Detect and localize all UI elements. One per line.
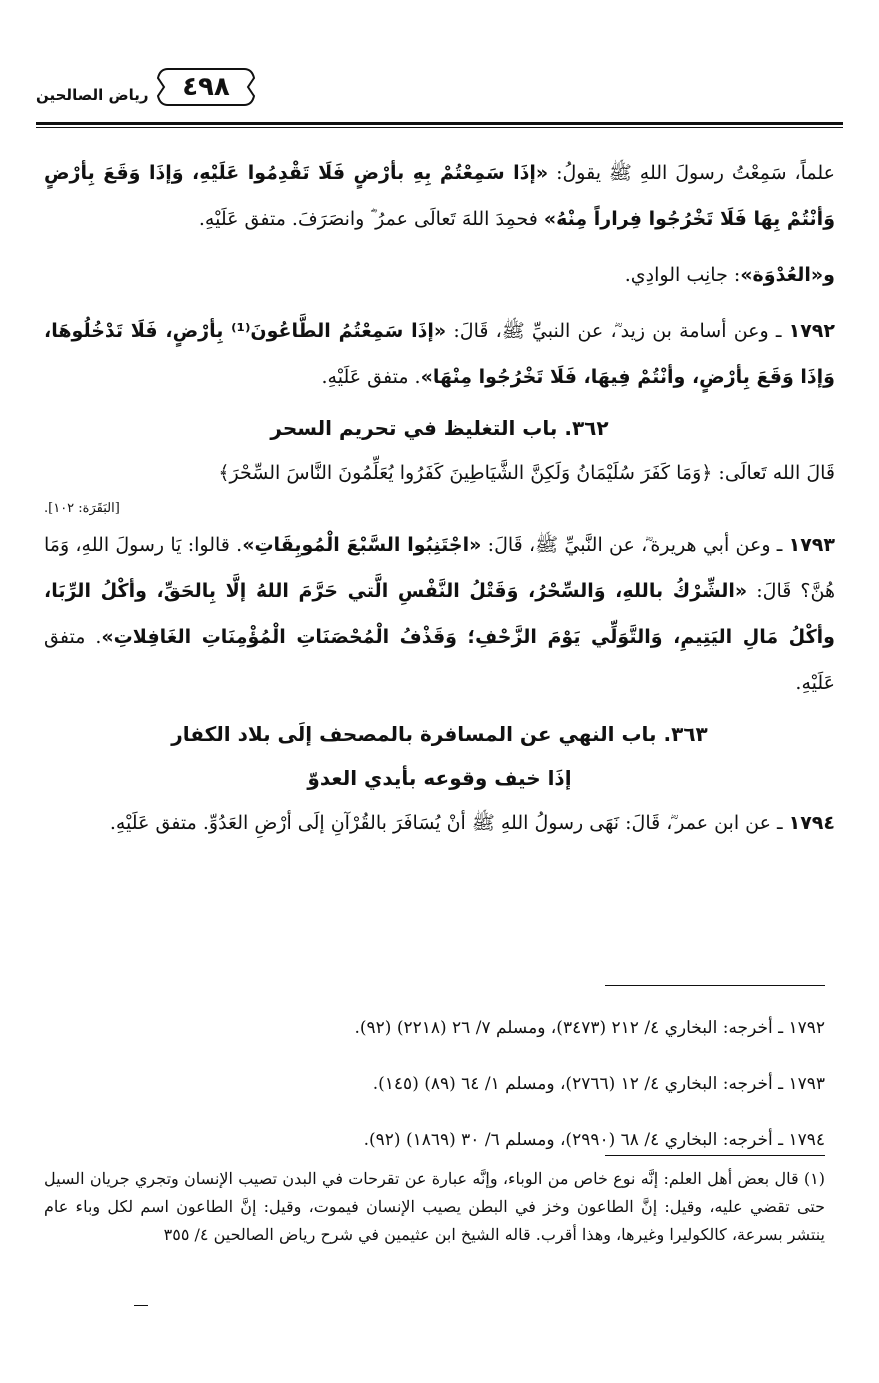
hadith-quote: «إذَا سَمِعْتُمْ بِهِ بأرْضٍ فَلَا تَقْدِمُوا عَلَيْهِ، وَإذَا وَقَعَ بِأرْضٍ وَأنْتُمْ بِهَا فَلَا تَخْرُجُوا فِراراً مِنْهُ» — [44, 162, 835, 230]
hadith-1792 — [44, 308, 835, 400]
separator-footnote — [605, 1155, 825, 1156]
page-number-frame — [156, 66, 256, 108]
gloss — [44, 252, 835, 298]
hadith-mid: . قالوا: يَا رسولَ اللهِ، وَمَا هُنَّ؟ قَالَ: — [44, 534, 835, 602]
chapter-heading-363: ٣٦٣. باب النهي عن المسافرة بالمصحف إلَى بلاد الكفار — [171, 722, 708, 746]
hadith-1794 — [44, 800, 835, 846]
takhrij-line: ١٧٩٤ ـ أخرجه: البخاري ٤/ ٦٨ (٢٩٩٠)، ومسلم ٦/ ٣٠ (١٨٦٩) (٩٢). — [363, 1130, 825, 1150]
hadith-lead: ـ وعن أسامة بن زيد ؓ، عن النبيِّ ﷺ، قَالَ: — [446, 320, 789, 342]
header-rule-thin — [36, 127, 843, 128]
quran-citation — [44, 450, 835, 496]
header-rule — [36, 122, 843, 125]
hadith-number: ١٧٩٤ — [788, 812, 835, 834]
hadith-quote: «اجْتَنِبُوا السَّبْعَ الْمُوبِقَاتِ» — [242, 534, 482, 556]
hadith-quote-2: «الشِّرْكُ باللهِ، وَالسِّحْرُ، وَقَتْلُ النَّفْسِ الَّتي حَرَّمَ اللهُ إلَّا بِالحَقِّ، وأكْلُ الرِّبَا، وأكْلُ مَالِ اليَتِيمِ، وَالتَّوَلِّي يَوْمَ الزَّحْفِ؛ وَقَذْفُ الْمُحْصَنَاتِ الْمُؤْمِنَاتِ الغَافِلاتِ» — [44, 580, 835, 648]
takhrij-section — [44, 1000, 825, 1168]
hadith-tail: . متفق عَلَيْهِ. — [44, 626, 835, 694]
page-header — [36, 62, 843, 126]
paragraph-intro — [44, 150, 835, 242]
intro-tail: فحمِدَ اللهَ تَعالَى عمرُ ؓ وانصَرَفَ. متفق عَلَيْهِ. — [198, 208, 544, 230]
hadith-number: ١٧٩٢ — [788, 320, 835, 342]
takhrij-line: ١٧٩٣ ـ أخرجه: البخاري ٤/ ١٢ (٢٧٦٦)، ومسلم ١/ ٦٤ (٨٩) (١٤٥). — [372, 1074, 825, 1094]
page-number: ٤٩٨ — [182, 72, 230, 102]
hadith-lead: ـ وعن أبي هريرة ؓ، عن النَّبيِّ ﷺ، قَالَ: — [481, 534, 789, 556]
chapter-heading-362: ٣٦٢. باب التغليظ في تحريم السحر — [270, 416, 609, 440]
takhrij-line: ١٧٩٢ ـ أخرجه: البخاري ٤/ ٢١٢ (٣٤٧٣)، ومسلم ٧/ ٢٦ (٢٢١٨) (٩٢). — [354, 1018, 825, 1038]
gloss-text: : جانِب الوادِي. — [624, 264, 741, 286]
hadith-number: ١٧٩٣ — [788, 534, 835, 556]
hadith-text: ـ عن ابن عمر ؓ، قَالَ: نَهَى رسولُ اللهِ ﷺ أنْ يُسَافَرَ بالقُرْآنِ إلَى أرْضِ العَدُوِّ. متفق عَلَيْهِ. — [109, 812, 789, 834]
quran-reference: [البَقَرَة: ١٠٢]. — [44, 501, 120, 516]
chapter-heading-363-line2: إذَا خيف وقوعه بأيدي العدوّ — [307, 766, 572, 790]
footnote-dash — [134, 1305, 148, 1306]
intro-lead: علماً، سَمِعْتُ رسولَ اللهِ ﷺ يقولُ: — [548, 162, 835, 184]
quran-verse: ﴿وَمَا كَفَرَ سُلَيْمَانُ وَلَكِنَّ الشَّيَاطِينَ كَفَرُوا يُعَلِّمُونَ النَّاسَ السِّحْرَ﴾ — [218, 462, 713, 484]
hadith-tail: . متفق عَلَيْهِ. — [321, 366, 421, 388]
separator-takhrij — [605, 985, 825, 986]
running-title: رياض الصالحين — [36, 86, 149, 104]
hadith-quote: «إذَا سَمِعْتُمُ الطَّاعُونَ⁽¹⁾ بِأرْضٍ، فَلَا تَدْخُلُوهَا، وَإذَا وَقَعَ بِأرْضٍ، وأنْتُمْ فِيهَا، فَلَا تَخْرُجُوا مِنْهَا» — [44, 320, 835, 388]
footnote — [44, 1165, 825, 1249]
hadith-1793 — [44, 522, 835, 706]
quran-lead: قَالَ الله تَعالَى: — [712, 462, 835, 484]
footnote-text: (١) قال بعض أهل العلم: إنَّه نوع خاص من الوباء، وإنَّه عبارة عن تقرحات في البدن تصيب الإنسان وتجري جريان السيل حتى تقضي عليه، وقيل: إنَّ الطاعون وخز في البطن يصيب الإنسان فيموت، وقيل: إنَّ الطاعون اسم لكل وباء عام ينتشر بسرعة، كالكوليرا وغيرها، وهذا أقرب. قاله الشيخ ابن عثيمين في شرح رياض الصالحين ٤/ ٣٥٥ — [44, 1169, 826, 1244]
main-text — [44, 150, 835, 846]
gloss-word: و«العُدْوَة» — [740, 264, 835, 286]
